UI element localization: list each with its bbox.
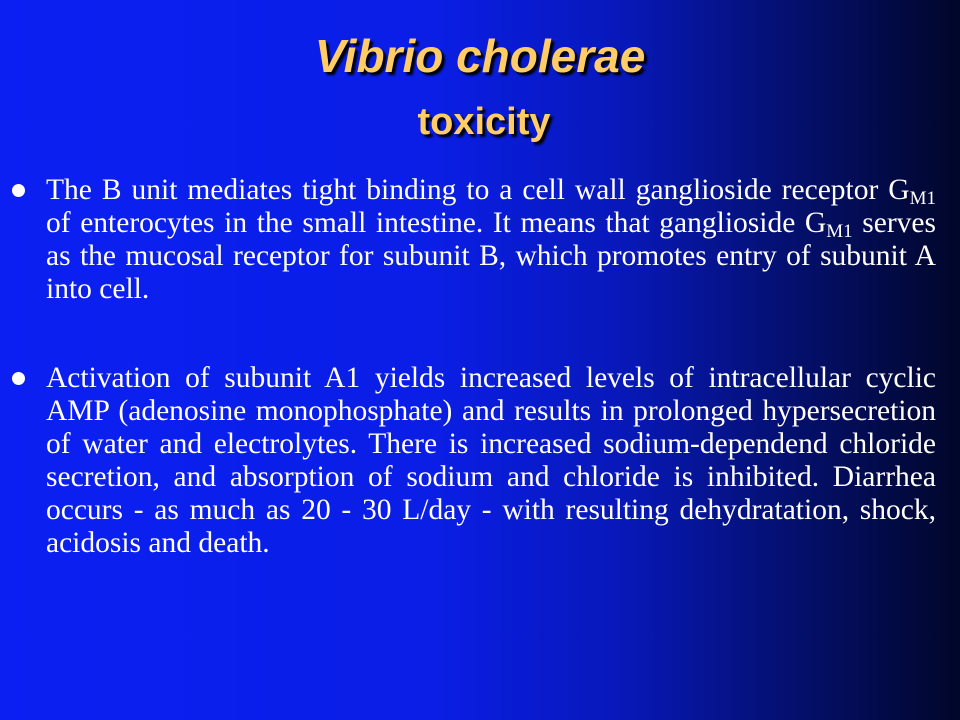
bullet-text: Activation of subunit A1 yields increased levels of intracellular cyclic AMP (adenosine monophosphate) and results in prolonged hypersecretion of water and electrolytes. There is increased sodium-dependend chloride secretion, and absorption of sodium and chloride is inhibited. Diarrhea occurs - as much as 20 - 30 L/day - with resulting dehydratation, shock, acidosis and death. [46, 362, 936, 559]
slide-title: Vibrio cholerae [314, 30, 646, 82]
bullet-dot-icon [12, 372, 25, 385]
bullet-text-part: serves as the mucosal receptor for subunit B, which promotes entry of subunit A into cell. [46, 207, 936, 305]
bullet-text-part: of enterocytes in the small intestine. It means that ganglioside G [46, 207, 827, 239]
bullet-item-a1-activation [46, 362, 936, 560]
bullet-text [46, 174, 936, 305]
bullet-item-b-unit [46, 174, 936, 306]
subscript: M1 [909, 188, 936, 209]
bullet-text-part: The B unit mediates tight binding to a cell wall ganglioside receptor G [46, 174, 910, 206]
slide-subtitle: toxicity [417, 101, 551, 143]
subscript: M1 [826, 221, 853, 242]
bullet-list [46, 174, 936, 560]
bullet-dot-icon [12, 184, 25, 197]
